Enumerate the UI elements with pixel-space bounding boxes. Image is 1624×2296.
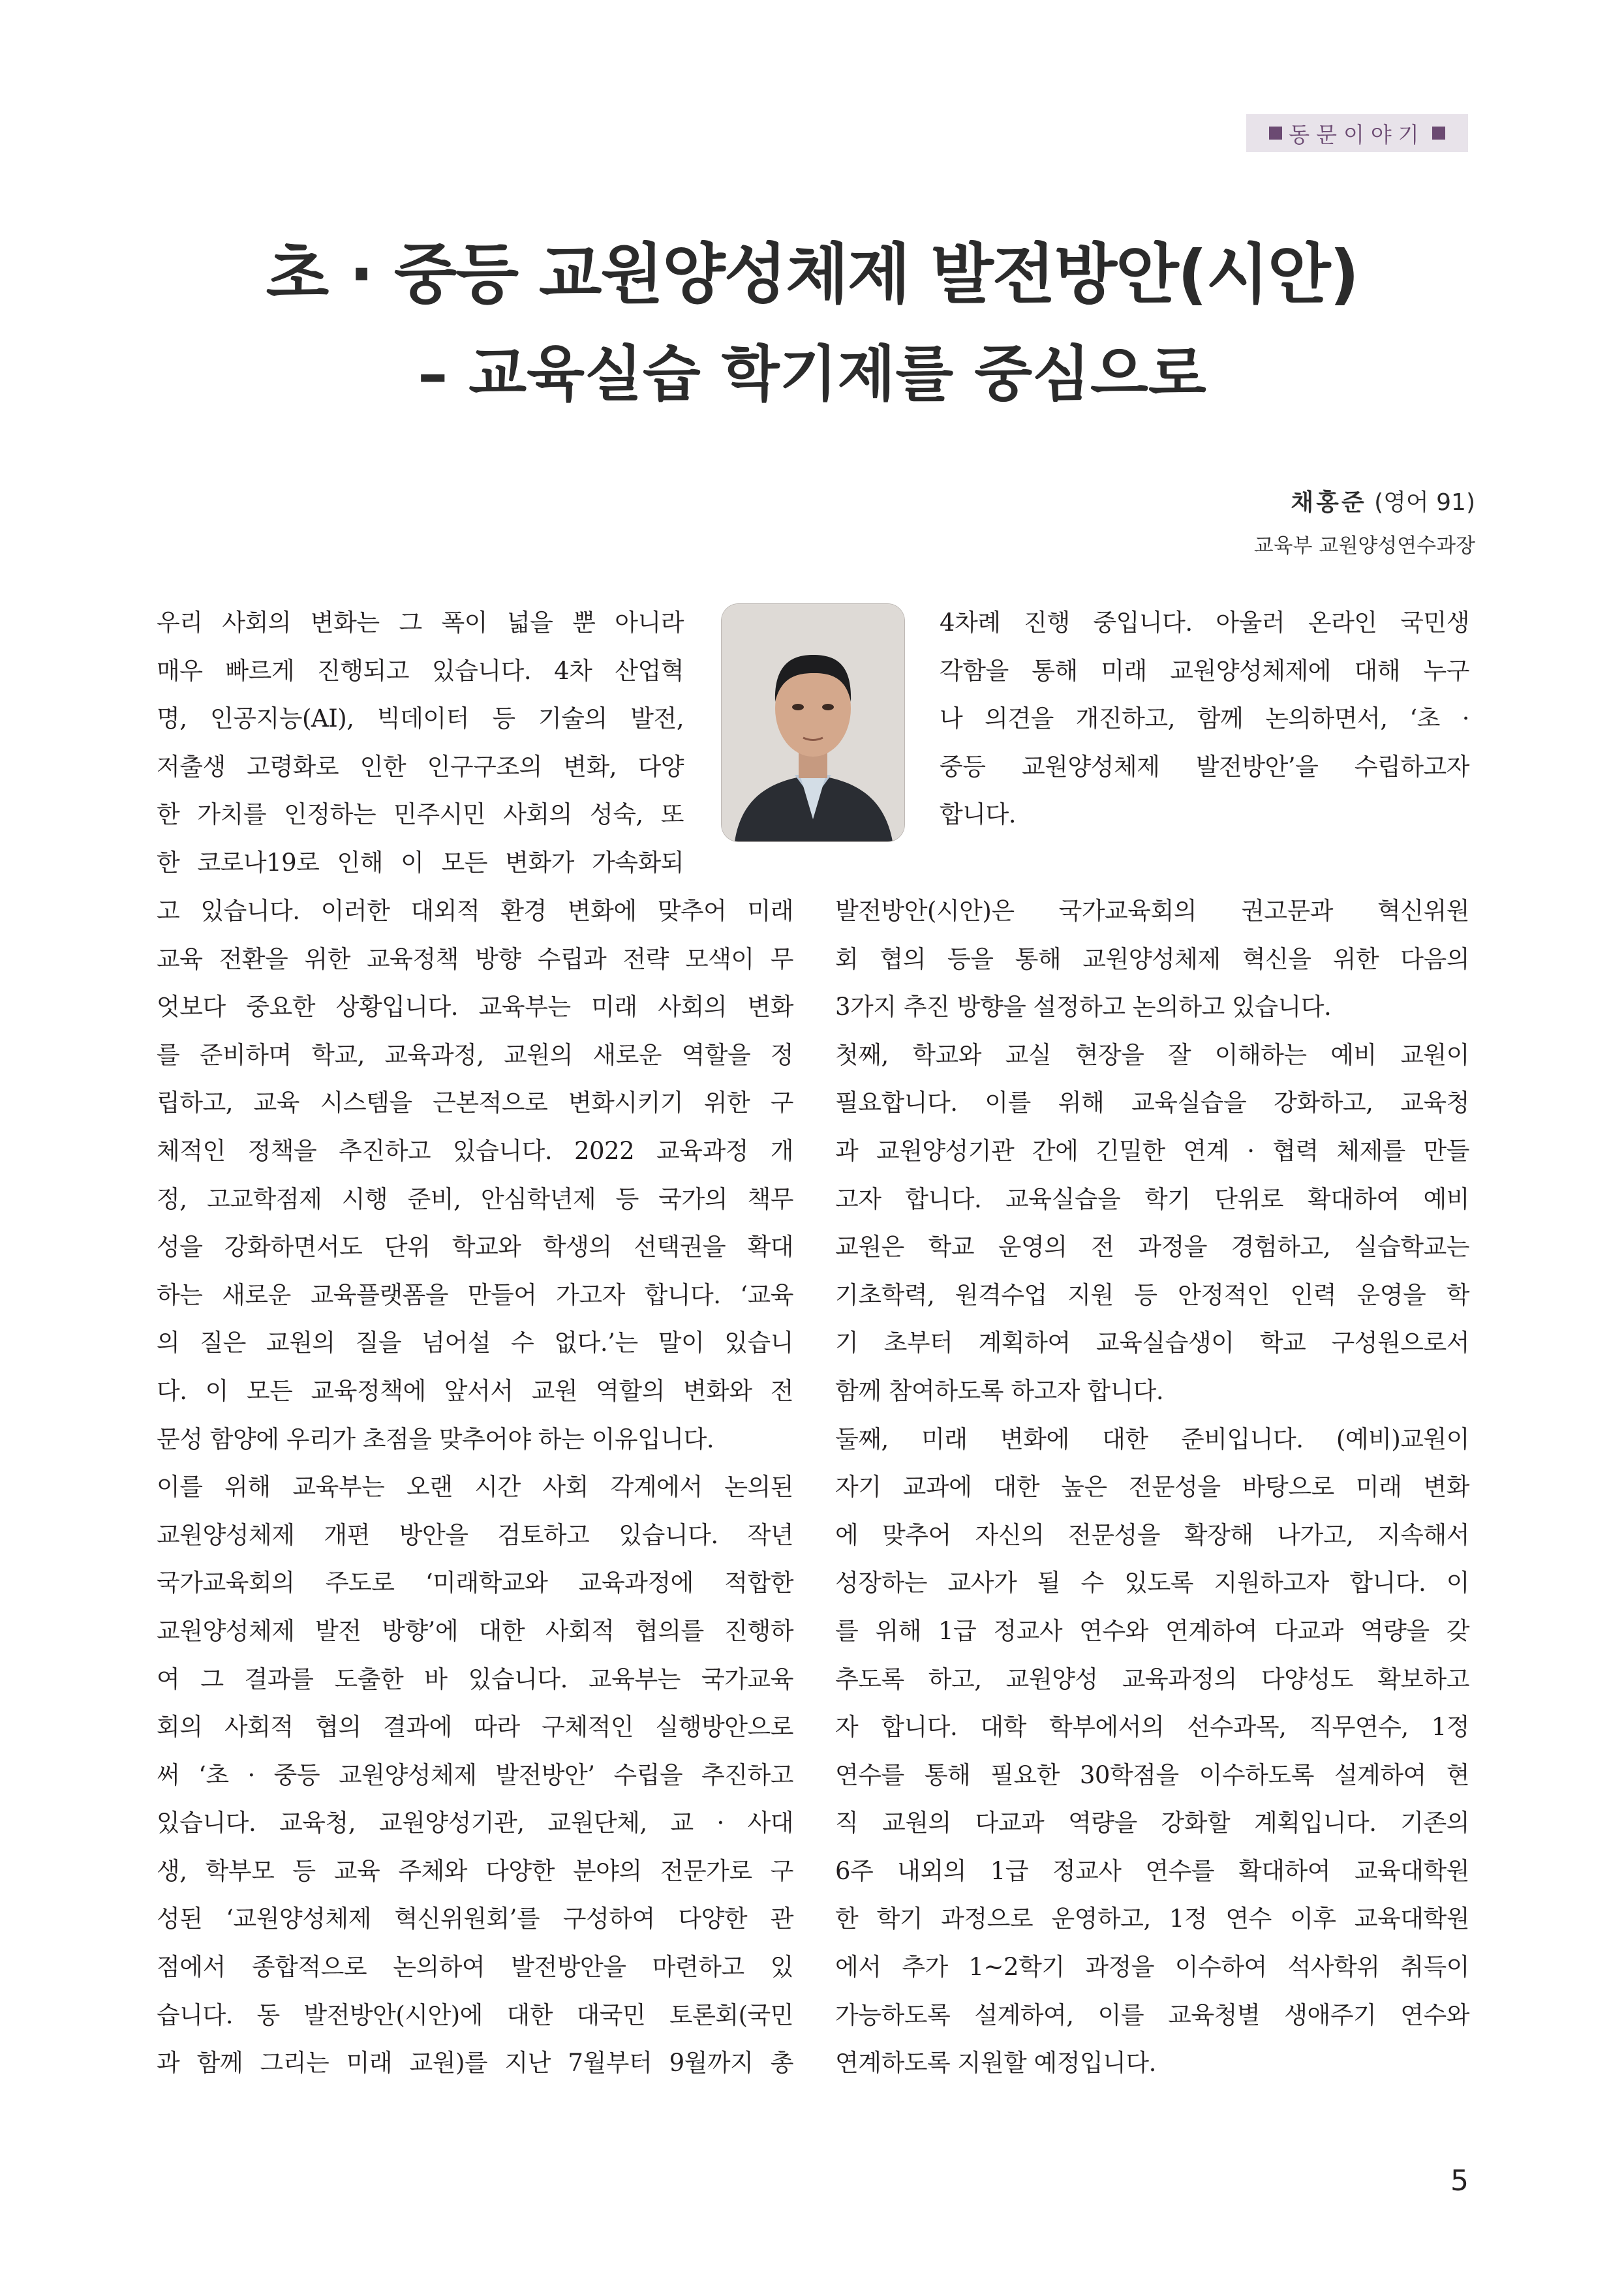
- text-line: 엇보다 중요한 상황입니다. 교육부는 미래 사회의 변화: [157, 993, 793, 1021]
- text-line: 회 협의 등을 통해 교원양성체제 혁신을 위한 다음의: [835, 944, 1469, 973]
- text-line: 이를 위해 교육부는 오랜 시간 사회 각계에서 논의된: [157, 1473, 793, 1502]
- text-line: 함께 참여하도록 하고자 합니다.: [835, 1376, 1164, 1405]
- text-line: 6주 내외의 1급 정교사 연수를 확대하여 교육대학원: [835, 1856, 1469, 1885]
- text-line: 에 맞추어 자신의 전문성을 확장해 나가고, 지속해서: [835, 1520, 1469, 1549]
- article-title: 초 · 중등 교원양성체제 발전방안(시안): [266, 236, 1358, 312]
- text-line: 직 교원의 다교과 역량을 강화할 계획입니다. 기존의: [835, 1809, 1469, 1837]
- text-line: 발전방안(시안)은 국가교육회의 권고문과 혁신위원: [835, 897, 1469, 925]
- text-line: 기초학력, 원격수업 지원 등 안정적인 인력 운영을 학: [835, 1280, 1469, 1309]
- text-line: 교원은 학교 운영의 전 과정을 경험하고, 실습학교는: [835, 1233, 1469, 1261]
- text-line: 립하고, 교육 시스템을 근본적으로 변화시키기 위한 구: [157, 1089, 793, 1117]
- text-line: 써 ‘초 · 중등 교원양성체제 발전방안’ 수립을 추진하고: [157, 1760, 793, 1789]
- text-line: 성장하는 교사가 될 수 있도록 지원하고자 합니다. 이: [835, 1569, 1469, 1597]
- text-line: 연수를 통해 필요한 30학점을 이수하도록 설계하여 현: [835, 1760, 1469, 1789]
- text-line: 매우 빠르게 진행되고 있습니다. 4차 산업혁: [157, 656, 684, 685]
- text-line: 습니다. 동 발전방안(시안)에 대한 대국민 토론회(국민: [157, 2001, 793, 2029]
- text-line: 기 초부터 계획하여 교육실습생이 학교 구성원으로서: [835, 1329, 1469, 1357]
- column-left-upper: [157, 599, 684, 887]
- column-right: [835, 887, 1469, 2087]
- text-line: 성을 강화하면서도 단위 학교와 학생의 선택권을 확대: [157, 1233, 793, 1261]
- text-line: 둘째, 미래 변화에 대한 준비입니다. (예비)교원이: [835, 1425, 1469, 1453]
- text-line: 자 합니다. 대학 학부에서의 선수과목, 직무연수, 1정: [835, 1713, 1469, 1742]
- text-line: 를 준비하며 학교, 교육과정, 교원의 새로운 역할을 정: [157, 1040, 793, 1069]
- text-line: 각함을 통해 미래 교원양성체제에 대해 누구: [940, 656, 1469, 685]
- square-bullet-icon: [1432, 127, 1445, 140]
- text-line: 과 함께 그리는 미래 교원)를 지난 7월부터 9월까지 총: [157, 2049, 793, 2077]
- author-photo: [722, 604, 904, 841]
- column-right-upper: [940, 599, 1469, 839]
- text-line: 가능하도록 설계하여, 이를 교육청별 생애주기 연수와: [835, 2001, 1469, 2029]
- text-line: 중등 교원양성체제 발전방안’을 수립하고자: [940, 752, 1469, 781]
- author-class-year: (영어 91): [1374, 489, 1475, 516]
- text-line: 정, 고교학점제 시행 준비, 안심학년제 등 국가의 책무: [157, 1185, 793, 1213]
- text-line: 문성 함양에 우리가 초점을 맞추어야 하는 이유입니다.: [157, 1425, 714, 1453]
- text-line: 한 가치를 인정하는 민주시민 사회의 성숙, 또: [157, 800, 684, 829]
- text-line: 다. 이 모든 교육정책에 앞서서 교원 역할의 변화와 전: [157, 1376, 793, 1405]
- text-line: 하는 새로운 교육플랫폼을 만들어 가고자 합니다. ‘교육: [157, 1280, 793, 1309]
- text-line: 교원양성체제 개편 방안을 검토하고 있습니다. 작년: [157, 1520, 793, 1549]
- page-number: 5: [1450, 2164, 1469, 2198]
- text-line: 나 의견을 개진하고, 함께 논의하면서, ‘초 ·: [940, 704, 1469, 733]
- text-line: 체적인 정책을 추진하고 있습니다. 2022 교육과정 개: [157, 1136, 793, 1165]
- text-line: 연계하도록 지원할 예정입니다.: [835, 2049, 1156, 2077]
- text-line: 자기 교과에 대한 높은 전문성을 바탕으로 미래 변화: [835, 1473, 1469, 1502]
- column-left: [157, 887, 793, 2087]
- text-line: 교원양성체제 발전 방향’에 대한 사회적 협의를 진행하: [157, 1616, 793, 1645]
- text-line: 의 질은 교원의 질을 넘어설 수 없다.’는 말이 있습니: [157, 1329, 793, 1357]
- text-line: 우리 사회의 변화는 그 폭이 넓을 뿐 아니라: [157, 609, 684, 637]
- text-line: 회의 사회적 협의 결과에 따라 구체적인 실행방안으로: [157, 1713, 793, 1742]
- text-line: 에서 추가 1~2학기 과정을 이수하여 석사학위 취득이: [835, 1953, 1469, 1982]
- article-subtitle: – 교육실습 학기제를 중심으로: [418, 339, 1206, 409]
- text-line: 국가교육회의 주도로 ‘미래학교와 교육과정에 적합한: [157, 1569, 793, 1597]
- text-line: 점에서 종합적으로 논의하여 발전방안을 마련하고 있: [157, 1953, 793, 1982]
- text-line: 3가지 추진 방향을 설정하고 논의하고 있습니다.: [835, 993, 1332, 1021]
- text-line: 고 있습니다. 이러한 대외적 환경 변화에 맞추어 미래: [157, 897, 793, 925]
- text-line: 명, 인공지능(AI), 빅데이터 등 기술의 발전,: [157, 704, 684, 733]
- text-line: 한 학기 과정으로 운영하고, 1정 연수 이후 교육대학원: [835, 1905, 1469, 1933]
- text-line: 추도록 하고, 교원양성 교육과정의 다양성도 확보하고: [835, 1665, 1469, 1693]
- text-line: 과 교원양성기관 간에 긴밀한 연계 · 협력 체제를 만들: [835, 1136, 1469, 1165]
- text-line: 한 코로나19로 인해 이 모든 변화가 가속화되: [157, 848, 684, 877]
- text-line: 필요합니다. 이를 위해 교육실습을 강화하고, 교육청: [835, 1089, 1469, 1117]
- text-line: 합니다.: [940, 800, 1016, 829]
- section-tag: [1246, 114, 1468, 152]
- text-line: 고자 합니다. 교육실습을 학기 단위로 확대하여 예비: [835, 1185, 1469, 1213]
- text-line: 생, 학부모 등 교육 주체와 다양한 분야의 전문가로 구: [157, 1856, 793, 1885]
- text-line: 첫째, 학교와 교실 현장을 잘 이해하는 예비 교원이: [835, 1040, 1469, 1069]
- section-label: 동문이야기: [1289, 121, 1426, 147]
- author-name: 채홍준: [1291, 489, 1367, 516]
- author-position: 교육부 교원양성연수과장: [1253, 534, 1475, 558]
- text-line: 여 그 결과를 도출한 바 있습니다. 교육부는 국가교육: [157, 1665, 793, 1693]
- author-block: [1254, 484, 1475, 558]
- text-line: 성된 ‘교원양성체제 혁신위원회’를 구성하여 다양한 관: [157, 1905, 793, 1933]
- text-line: 교육 전환을 위한 교육정책 방향 수립과 전략 모색이 무: [157, 944, 793, 973]
- text-line: 4차례 진행 중입니다. 아울러 온라인 국민생: [940, 609, 1469, 637]
- text-line: 저출생 고령화로 인한 인구구조의 변화, 다양: [157, 752, 684, 781]
- text-line: 있습니다. 교육청, 교원양성기관, 교원단체, 교 · 사대: [157, 1809, 793, 1837]
- square-bullet-icon: [1269, 127, 1282, 140]
- text-line: 를 위해 1급 정교사 연수와 연계하여 다교과 역량을 갖: [835, 1616, 1469, 1645]
- portrait-image: [722, 604, 904, 841]
